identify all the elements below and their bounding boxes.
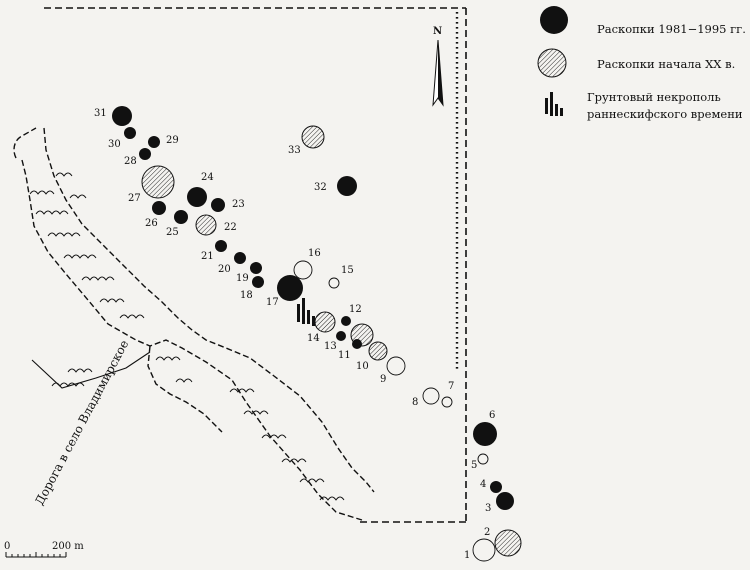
kurgan-14 [315, 312, 335, 332]
label-13: 13 [324, 341, 337, 352]
label-31: 31 [94, 108, 107, 119]
label-30: 30 [108, 139, 121, 150]
kurgans-unexcavated [294, 261, 495, 561]
label-28: 28 [124, 156, 137, 167]
label-10: 10 [356, 361, 369, 372]
label-1: 1 [464, 550, 471, 561]
legend [538, 6, 746, 121]
label-7: 7 [448, 381, 455, 392]
kurgan-20 [234, 252, 246, 264]
label-16: 16 [308, 248, 321, 259]
kurgan-7 [442, 397, 452, 407]
kurgan-12 [341, 316, 351, 326]
label-27: 27 [128, 193, 141, 204]
scale-length: 200 m [52, 541, 84, 552]
label-21: 21 [201, 251, 214, 262]
kurgan-2 [495, 530, 521, 556]
scale-zero: 0 [4, 541, 11, 552]
kurgan-31 [112, 106, 132, 126]
road [32, 352, 150, 388]
label-14: 14 [307, 333, 320, 344]
kurgan-18 [252, 276, 264, 288]
kurgan-22 [196, 215, 216, 235]
north-arrow [433, 26, 443, 105]
road-label: Дорога в село Владимирское [32, 337, 132, 508]
kurgan-30 [124, 127, 136, 139]
label-23: 23 [232, 199, 245, 210]
kurgan-26 [152, 201, 166, 215]
label-8: 8 [412, 397, 419, 408]
kurgan-13 [336, 331, 346, 341]
kurgan-25 [174, 210, 188, 224]
kurgan-17 [277, 275, 303, 301]
legend-excavated-1981-1995: Раскопки 1981−1995 гг. [597, 22, 746, 36]
kurgan-1 [473, 539, 495, 561]
kurgan-10 [369, 342, 387, 360]
label-19: 19 [236, 273, 249, 284]
kurgan-3 [496, 492, 514, 510]
label-9: 9 [380, 374, 387, 385]
kurgan-15 [329, 278, 339, 288]
kurgan-27 [142, 166, 174, 198]
ground-necropolis-marks [297, 298, 315, 326]
kurgan-5 [478, 454, 488, 464]
kurgan-21 [215, 240, 227, 252]
legend-swatch-necropolis [545, 92, 563, 116]
kurgan-24 [187, 187, 207, 207]
north-label: N [433, 26, 443, 37]
kurgan-32 [337, 176, 357, 196]
label-26: 26 [145, 218, 158, 229]
kurgan-8 [423, 388, 439, 404]
label-12: 12 [349, 304, 362, 315]
kurgans-excavated-1981-1995 [112, 106, 514, 510]
ravine-scallops [30, 173, 344, 500]
kurgan-14b [351, 324, 373, 346]
legend-necropolis-line1: Грунтовый некрополь [587, 90, 721, 104]
label-33: 33 [288, 145, 301, 156]
scale-bar [6, 552, 66, 557]
label-15: 15 [341, 265, 354, 276]
label-4: 4 [480, 479, 487, 490]
kurgan-29 [148, 136, 160, 148]
label-5: 5 [471, 460, 478, 471]
legend-excavated-early-xx: Раскопки начала XX в. [597, 57, 736, 71]
kurgan-33 [302, 126, 324, 148]
kurgan-19 [250, 262, 262, 274]
label-22: 22 [224, 222, 237, 233]
legend-swatch-filled [540, 6, 568, 34]
kurgan-28 [139, 148, 151, 160]
label-29: 29 [166, 135, 179, 146]
label-20: 20 [218, 264, 231, 275]
label-17: 17 [266, 297, 279, 308]
kurgan-4 [490, 481, 502, 493]
label-6: 6 [489, 410, 496, 421]
legend-swatch-hatched [538, 49, 566, 77]
label-25: 25 [166, 227, 179, 238]
label-11: 11 [338, 350, 351, 361]
label-2: 2 [484, 527, 491, 538]
kurgan-16 [294, 261, 312, 279]
legend-necropolis-line2: раннескифского времени [587, 107, 743, 121]
label-32: 32 [314, 182, 327, 193]
kurgan-9 [387, 357, 405, 375]
label-3: 3 [485, 503, 492, 514]
kurgan-6 [473, 422, 497, 446]
label-18: 18 [240, 290, 253, 301]
kurgan-23 [211, 198, 225, 212]
label-24: 24 [201, 172, 214, 183]
